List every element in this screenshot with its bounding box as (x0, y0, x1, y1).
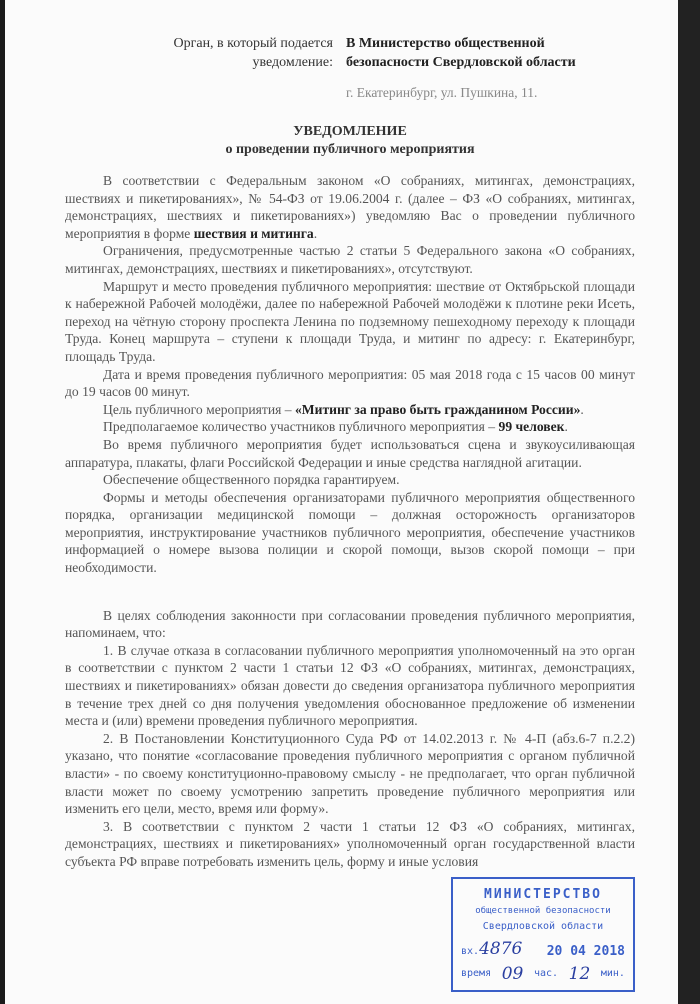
text: Обеспечение общественного порядка гарантируем. (103, 472, 400, 488)
registration-stamp (451, 877, 635, 992)
paragraph (65, 242, 635, 277)
bold-text: 99 человек (498, 419, 565, 435)
text: . (313, 225, 318, 241)
stamp-line-1: МИНИСТЕРСТВО (484, 886, 602, 902)
text: Дата и время проведения публичного мероприятия: 05 мая 2018 года с 15 часов 00 минут до 19 часов 00 минут. (65, 366, 635, 400)
addressee-value-2: безопасности Свердловской области (346, 55, 576, 70)
addressee-label-1: Орган, в который подается (173, 36, 333, 51)
text: Цель публичного мероприятия – (103, 401, 295, 417)
stamp-in-number: 4876 (479, 938, 523, 959)
stamp-line-3: Свердловской области (482, 920, 604, 932)
text: . (580, 401, 584, 417)
stamp-hours: 09 (501, 963, 524, 984)
stamp-incoming-row (453, 939, 633, 962)
text: . (564, 419, 568, 435)
title-sub: о проведении публичного мероприятия (225, 142, 475, 157)
text: В соответствии с Федеральным законом «О собраниях, митингах, демонстрациях, шествиях и пикетированиях», № 54-ФЗ от 19.06.2004 г. (далее – ФЗ «О собраниях, митингах, демонстрациях, шествиях и пикетированиях») уведомляю Вас о проведении публичного мероприятия в форме (65, 173, 635, 241)
paragraph (65, 489, 635, 577)
stamp-date: 20 04 2018 (546, 943, 625, 959)
paragraph (65, 818, 635, 871)
paragraph (65, 418, 635, 436)
text: 1. В случае отказа в согласовании публичного мероприятия уполномоченный на это орган в соответствии с пунктом 2 части 1 статьи 12 ФЗ «О собраниях, митингах, демонстрациях, шествиях и пикетированиях» обязан довести до сведения организатора публичного мероприятия в течение трех дней со дня получения уведомления обоснованное предложение об изменении места и (или) времени проведения публичного мероприятия. (65, 642, 635, 729)
addressee-address: г. Екатеринбург, ул. Пушкина, 11. (346, 85, 538, 100)
text: Во время публичного мероприятия будет использоваться сцена и звукоусиливающая аппаратура, плакаты, флаги Российской Федерации и иные средства наглядной агитации. (65, 436, 635, 470)
text: 2. В Постановлении Конституционного Суда РФ от 14.02.2013 г. № 4-П (абз.6-7 п.2.2) указано, что понятие «согласование проведения публичного мероприятия с органом публичной власти» - по своему конституционно-правовому смыслу - не предполагает, что орган публичной власти может по своему усмотрению запретить проведение публичного мероприятия или изменить его цели, место, время или форму». (65, 730, 635, 817)
stamp-hours-label: час. (533, 967, 559, 979)
document-body (65, 0, 635, 1004)
stamp-minutes: 12 (568, 963, 591, 984)
text: Предполагаемое количество участников публичного мероприятия – (103, 419, 499, 435)
paragraph (65, 366, 635, 401)
text: 3. В соответствии с пунктом 2 части 1 статьи 12 ФЗ «О собраниях, митингах, демонстрациях, шествиях и пикетированиях» уполномоченный орган государственной власти субъекта РФ вправе потребовать изменить цель, форму и иные условия (65, 818, 635, 869)
text: Формы и методы обеспечения организаторами публичного мероприятия общественного порядка, организации медицинской помощи – должная осторожность организаторов мероприятия, инструктирование участников публичного мероприятия, обеспечение участников информацией о номере вызова полиции и скорой помощи, вызов скорой помощи – при необходимости. (65, 489, 635, 576)
bold-text: шествия и митинга (193, 225, 314, 241)
stamp-time-label: время (461, 967, 492, 979)
paragraph (65, 471, 635, 489)
paragraph (65, 730, 635, 818)
paragraph (65, 172, 635, 242)
stamp-time-row (453, 964, 633, 984)
paragraph (65, 278, 635, 366)
addressee-label-2: уведомление: (252, 55, 333, 70)
addressee-value-1: В Министерство общественной (346, 36, 545, 51)
paragraph (65, 436, 635, 471)
text: Ограничения, предусмотренные частью 2 статьи 5 Федерального закона «О собраниях, митингах, демонстрациях, шествиях и пикетированиях», отсутствуют. (65, 243, 635, 276)
paragraph (65, 401, 635, 419)
bold-text: «Митинг за право быть гражданином России» (295, 401, 581, 417)
text: Маршрут и место проведения публичного мероприятия: шествие от Октябрьской площади к набережной Рабочей молодёжи, далее по набережной Рабочей молодёжи к плотине реки Исеть, переход на чётную сторону проспекта Ленина по подземному пешеходному переходу к площади Труда. Конец маршрута – ступени к площади Труда, и митинг по адресу: г. Екатеринбург, площадь Труда. (65, 278, 635, 364)
stamp-line-2: общественной безопасности (475, 905, 611, 916)
stamp-in-label: вх. (461, 945, 480, 957)
paragraph (65, 607, 635, 642)
paragraph (65, 642, 635, 730)
title-main: УВЕДОМЛЕНИЕ (293, 124, 407, 139)
text: В целях соблюдения законности при согласовании проведения публичного мероприятия, напоминаем, что: (65, 607, 635, 641)
stamp-minutes-label: мин. (600, 967, 625, 979)
